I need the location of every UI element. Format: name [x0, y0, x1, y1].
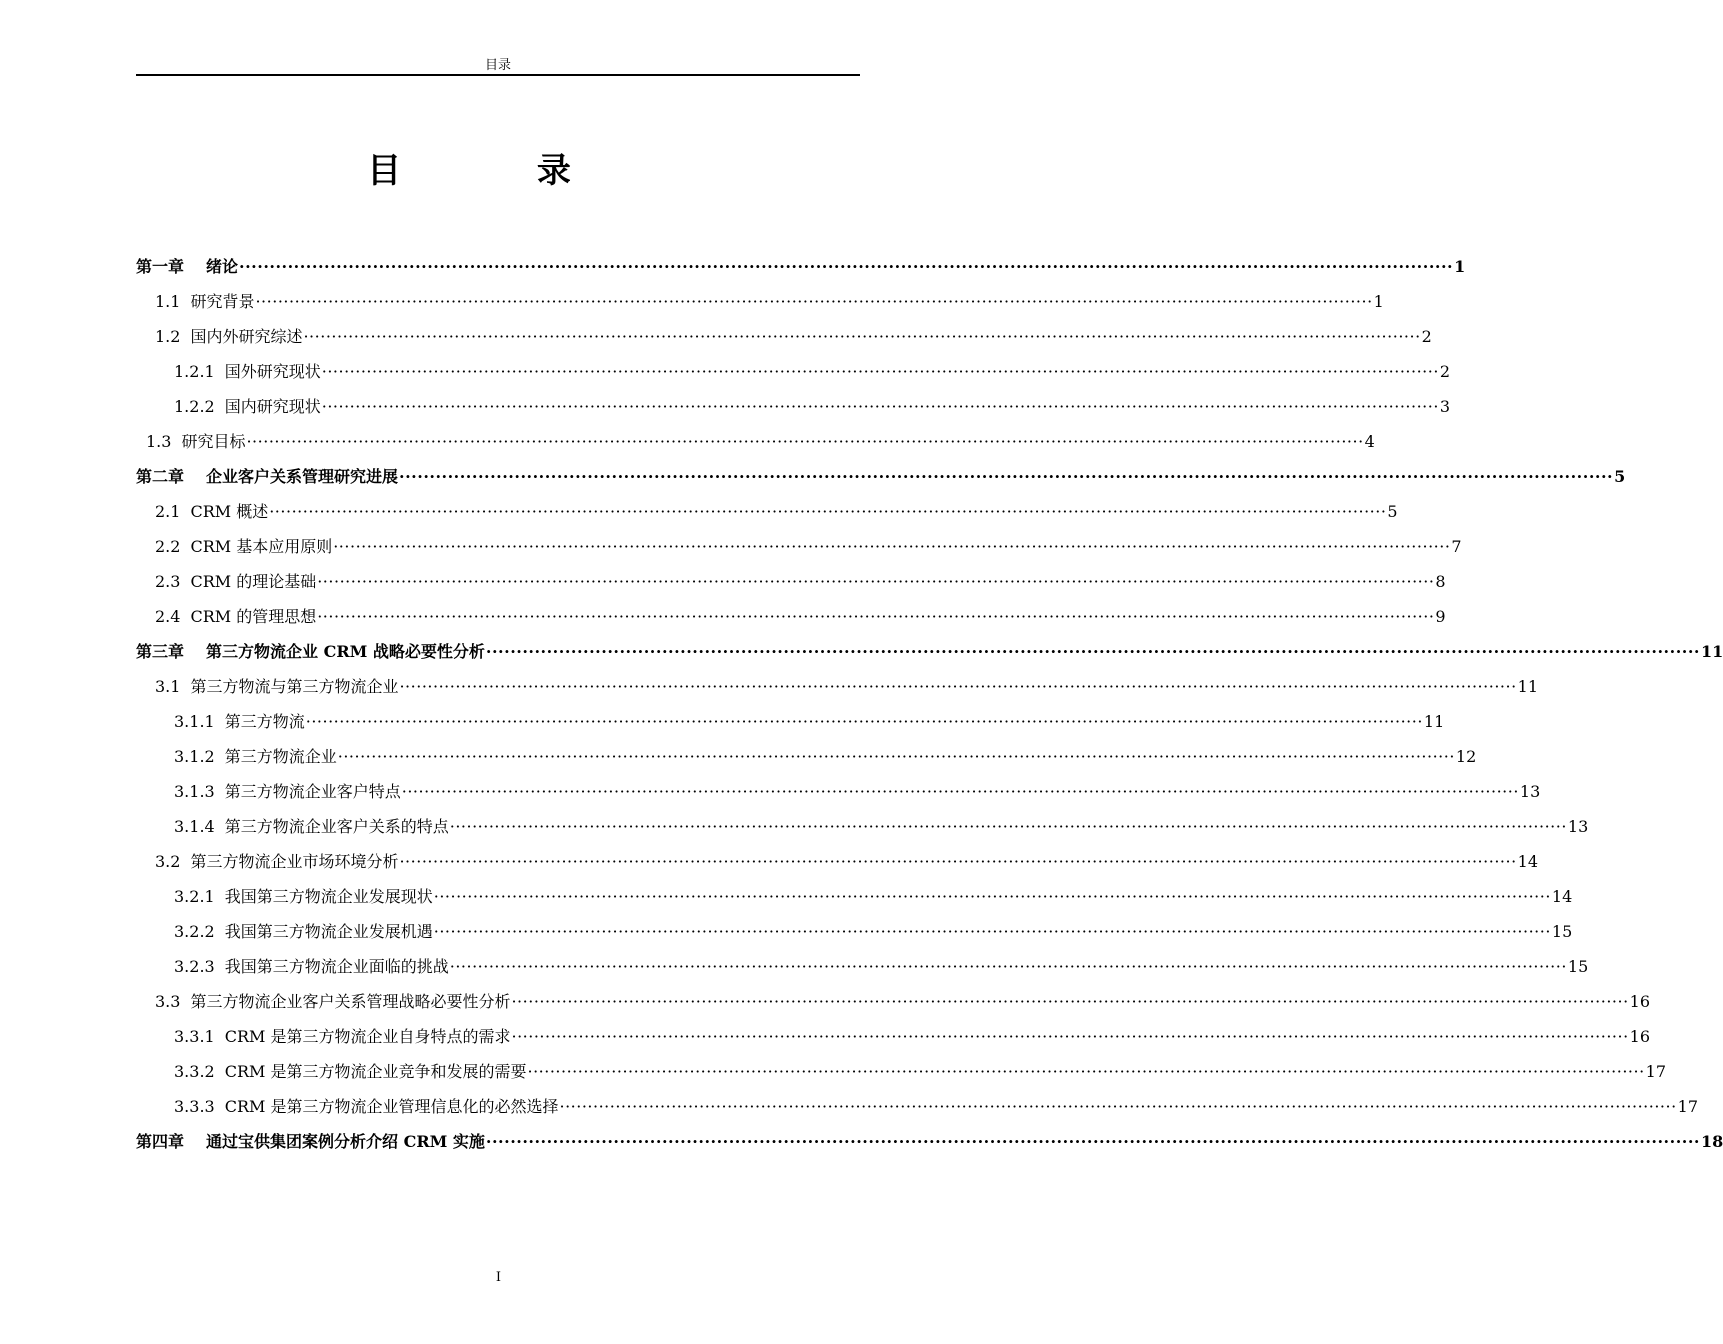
toc-entry-number: 1.1 — [155, 292, 181, 311]
toc-entry-title: 研究背景 — [190, 292, 255, 311]
toc-entry-page: 2 — [1421, 327, 1432, 346]
toc-entry-page: 3 — [1439, 397, 1451, 416]
toc-entry-number: 3.2.3 — [174, 957, 215, 976]
toc-entry-number: 3.2.2 — [174, 922, 215, 941]
toc-entry-title: 第三方物流企业 — [224, 747, 337, 766]
toc-entry-number: 3.1.1 — [174, 712, 215, 731]
toc-entry-number: 3.1.4 — [174, 817, 215, 836]
toc-entry-page: 14 — [1517, 852, 1539, 871]
toc-entry-title: CRM 的理论基础 — [190, 572, 317, 591]
toc-dot-leader: ········································································································································································································ — [559, 1097, 1677, 1116]
toc-dot-leader: ········································································································································································································ — [527, 1062, 1645, 1081]
toc-entry[interactable] — [136, 739, 1477, 774]
toc-entry-number: 1.2.2 — [174, 397, 215, 416]
toc-entry[interactable] — [136, 634, 1723, 669]
toc-entry-title: 我国第三方物流企业面临的挑战 — [224, 957, 449, 976]
toc-entry-title: 我国第三方物流企业发展现状 — [224, 887, 433, 906]
toc-entry[interactable] — [136, 1019, 1651, 1054]
toc-entry-page: 12 — [1455, 747, 1477, 766]
toc-entry-page: 1 — [1373, 292, 1384, 311]
toc-entry-page: 11 — [1700, 642, 1723, 661]
toc-dot-leader: ········································································································································································································ — [305, 712, 1423, 731]
toc-entry-title: CRM 是第三方物流企业管理信息化的必然选择 — [224, 1097, 559, 1116]
toc-entry-number: 2.1 — [155, 502, 181, 521]
toc-entry[interactable] — [136, 1089, 1699, 1124]
toc-entry-page: 4 — [1364, 432, 1375, 451]
toc-entry-number: 3.2 — [155, 852, 181, 871]
toc-entry[interactable] — [136, 494, 1398, 529]
toc-entry[interactable] — [136, 1124, 1723, 1159]
toc-entry-page: 11 — [1517, 677, 1539, 696]
toc-dot-leader: ········································································································································································································ — [333, 537, 1451, 556]
toc-entry-page: 5 — [1614, 467, 1626, 486]
toc-entry-title: 企业客户关系管理研究进展 — [206, 467, 399, 486]
toc-entry[interactable] — [136, 669, 1539, 704]
toc-entry[interactable] — [136, 1054, 1667, 1089]
toc-entry[interactable] — [136, 599, 1446, 634]
toc-entry-page: 17 — [1645, 1062, 1667, 1081]
toc-entry[interactable] — [136, 424, 1375, 459]
toc-entry[interactable] — [136, 319, 1432, 354]
toc-entry-title: CRM 基本应用原则 — [190, 537, 333, 556]
toc-entry-title: 第三方物流与第三方物流企业 — [190, 677, 399, 696]
toc-entry-title: 我国第三方物流企业发展机遇 — [224, 922, 433, 941]
toc-entry-title: 通过宝供集团案例分析介绍 CRM 实施 — [206, 1132, 485, 1151]
toc-dot-leader: ········································································································································································································ — [246, 432, 1364, 451]
toc-entry-page: 15 — [1551, 922, 1573, 941]
toc-dot-leader: ········································································································································································································ — [433, 922, 1551, 941]
toc-entry-number: 第一章 — [136, 257, 185, 276]
toc-entry-number: 2.4 — [155, 607, 181, 626]
toc-entry-title: 国内外研究综述 — [190, 327, 303, 346]
toc-entry-number: 3.3.3 — [174, 1097, 215, 1116]
toc-entry-title: 第三方物流企业客户关系管理战略必要性分析 — [190, 992, 511, 1011]
toc-entry[interactable] — [136, 949, 1589, 984]
toc-entry-page: 13 — [1519, 782, 1541, 801]
toc-entry-title: CRM 的管理思想 — [190, 607, 317, 626]
toc-entry-page: 16 — [1629, 992, 1651, 1011]
toc-entry-title: CRM 概述 — [190, 502, 269, 521]
toc-entry-number: 第三章 — [136, 642, 185, 661]
toc-dot-leader: ········································································································································································································ — [303, 327, 1421, 346]
toc-dot-leader: ········································································································································································································ — [399, 852, 1517, 871]
toc-entry-title: 第三方物流企业市场环境分析 — [190, 852, 399, 871]
table-of-contents — [136, 249, 1723, 1159]
toc-entry[interactable] — [136, 389, 1451, 424]
toc-dot-leader: ········································································································································································································ — [337, 747, 1455, 766]
toc-entry-title: 绪论 — [206, 257, 239, 276]
toc-entry-title: CRM 是第三方物流企业竞争和发展的需要 — [224, 1062, 527, 1081]
toc-entry[interactable] — [136, 809, 1589, 844]
toc-dot-leader: ········································································································································································································ — [433, 887, 1551, 906]
toc-dot-leader: ········································································································································································································ — [511, 992, 1629, 1011]
toc-entry-page: 7 — [1451, 537, 1462, 556]
toc-entry-page: 18 — [1700, 1132, 1723, 1151]
toc-dot-leader: ········································································································································································································ — [399, 467, 1614, 486]
toc-entry-page: 9 — [1435, 607, 1446, 626]
toc-entry-number: 3.3.1 — [174, 1027, 215, 1046]
toc-entry[interactable] — [136, 529, 1462, 564]
page-number: I — [495, 1270, 502, 1285]
toc-entry-number: 3.2.1 — [174, 887, 215, 906]
toc-entry-title: 第三方物流企业客户关系的特点 — [224, 817, 449, 836]
toc-dot-leader: ········································································································································································································ — [401, 782, 1519, 801]
toc-dot-leader: ········································································································································································································ — [485, 1132, 1700, 1151]
toc-entry-title: 第三方物流企业 CRM 战略必要性分析 — [206, 642, 485, 661]
toc-entry-page: 16 — [1629, 1027, 1651, 1046]
toc-dot-leader: ········································································································································································································ — [317, 572, 1435, 591]
toc-entry-title: 第三方物流 — [224, 712, 305, 731]
toc-entry-title: 国外研究现状 — [224, 362, 321, 381]
toc-entry-number: 3.1 — [155, 677, 181, 696]
toc-entry-number: 3.3 — [155, 992, 181, 1011]
toc-entry[interactable] — [136, 459, 1626, 494]
toc-entry-page: 17 — [1677, 1097, 1699, 1116]
toc-dot-leader: ········································································································································································································ — [239, 257, 1454, 276]
toc-dot-leader: ········································································································································································································ — [449, 957, 1567, 976]
toc-entry-number: 第二章 — [136, 467, 185, 486]
toc-entry-page: 1 — [1454, 257, 1466, 276]
toc-entry-title: 第三方物流企业客户特点 — [224, 782, 401, 801]
toc-entry-page: 2 — [1439, 362, 1451, 381]
toc-dot-leader: ········································································································································································································ — [485, 642, 1700, 661]
toc-entry[interactable] — [136, 914, 1573, 949]
toc-entry-number: 2.2 — [155, 537, 181, 556]
toc-entry-title: CRM 是第三方物流企业自身特点的需求 — [224, 1027, 511, 1046]
toc-entry-number: 3.1.3 — [174, 782, 215, 801]
toc-entry-title: 国内研究现状 — [224, 397, 321, 416]
toc-entry-page: 8 — [1435, 572, 1446, 591]
toc-entry[interactable] — [136, 984, 1651, 1019]
toc-entry[interactable] — [136, 704, 1445, 739]
toc-dot-leader: ········································································································································································································ — [399, 677, 1517, 696]
toc-entry[interactable] — [136, 774, 1541, 809]
toc-dot-leader: ········································································································································································································ — [321, 362, 1439, 381]
toc-entry[interactable] — [136, 879, 1573, 914]
toc-dot-leader: ········································································································································································································ — [511, 1027, 1629, 1046]
toc-entry[interactable] — [136, 354, 1451, 389]
toc-entry-number: 1.2 — [155, 327, 181, 346]
toc-entry[interactable] — [136, 284, 1384, 319]
toc-entry-title: 研究目标 — [181, 432, 246, 451]
toc-title: 目 录 — [367, 151, 633, 191]
toc-entry-page: 11 — [1423, 712, 1445, 731]
toc-entry-number: 3.3.2 — [174, 1062, 215, 1081]
toc-entry-number: 1.2.1 — [174, 362, 215, 381]
header-rule — [136, 74, 860, 76]
toc-dot-leader: ········································································································································································································ — [255, 292, 1373, 311]
toc-entry-page: 13 — [1567, 817, 1589, 836]
toc-entry[interactable] — [136, 249, 1466, 284]
toc-entry-page: 5 — [1387, 502, 1398, 521]
toc-dot-leader: ········································································································································································································ — [449, 817, 1567, 836]
toc-entry-number: 1.3 — [146, 432, 172, 451]
toc-entry-number: 第四章 — [136, 1132, 185, 1151]
toc-entry[interactable] — [136, 564, 1446, 599]
toc-entry-page: 15 — [1567, 957, 1589, 976]
toc-dot-leader: ········································································································································································································ — [317, 607, 1435, 626]
toc-entry[interactable] — [136, 844, 1539, 879]
toc-entry-number: 2.3 — [155, 572, 181, 591]
running-header: 目录 — [484, 58, 511, 73]
toc-dot-leader: ········································································································································································································ — [269, 502, 1387, 521]
toc-entry-page: 14 — [1551, 887, 1573, 906]
toc-entry-number: 3.1.2 — [174, 747, 215, 766]
toc-dot-leader: ········································································································································································································ — [321, 397, 1439, 416]
